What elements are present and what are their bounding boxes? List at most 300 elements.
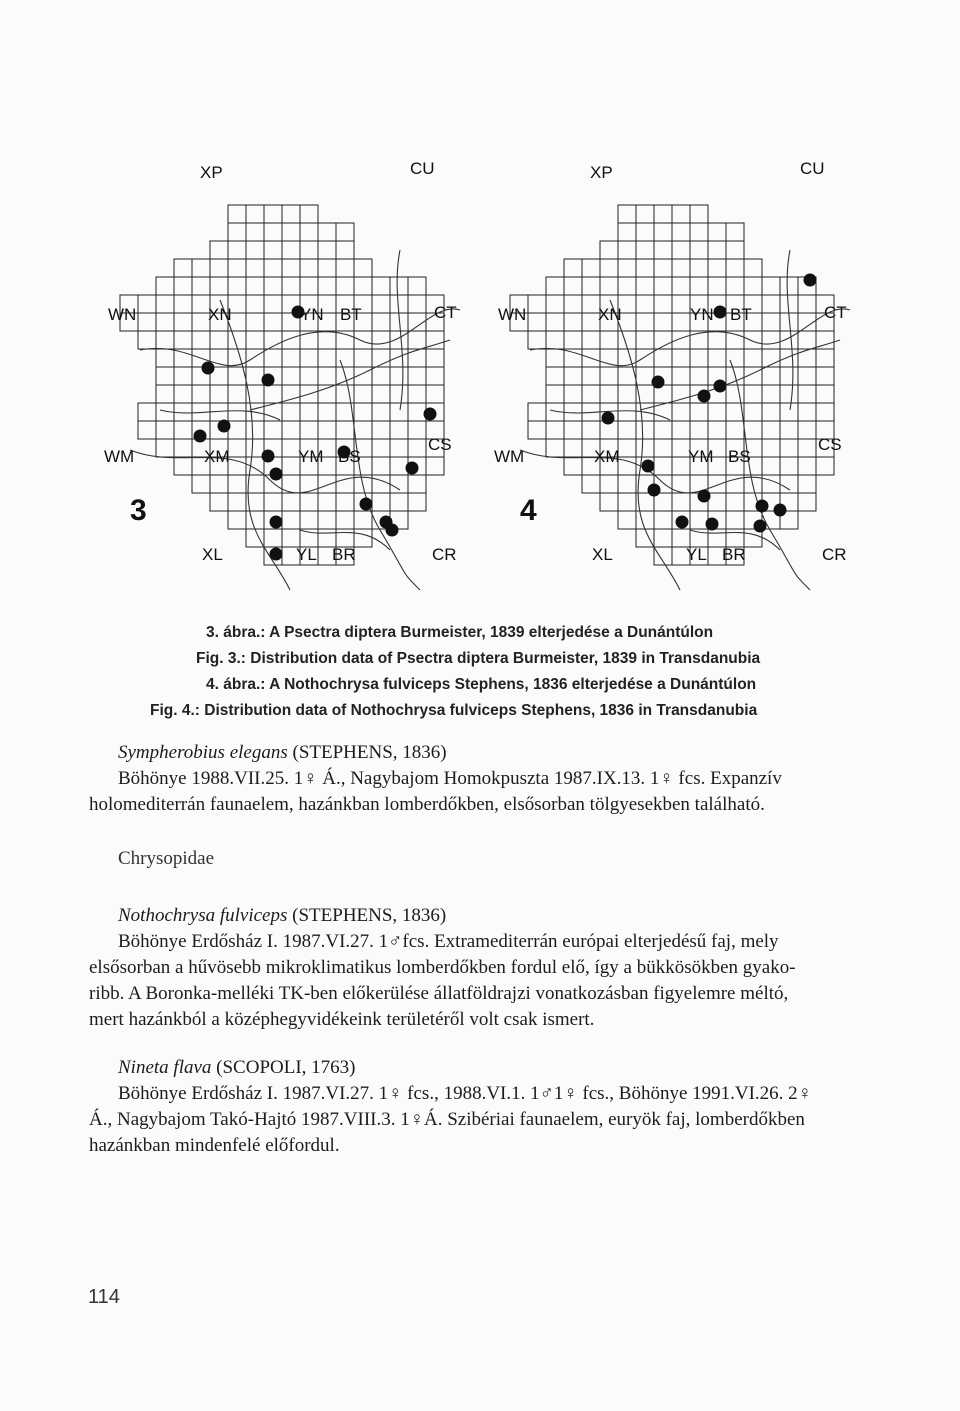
grid-cell — [264, 241, 282, 259]
grid-cell — [672, 205, 690, 223]
grid-cell — [636, 277, 654, 295]
grid-cell — [156, 349, 174, 367]
grid-cell — [174, 349, 192, 367]
grid-cell — [372, 385, 390, 403]
grid-cell — [564, 349, 582, 367]
caption-fig4-hu: 4. ábra.: A Nothochrysa fulviceps Stephens, 1836 elterjedése a Dunántúlon — [206, 676, 757, 693]
grid-cell — [282, 403, 300, 421]
grid-cell — [282, 205, 300, 223]
grid-cell — [636, 259, 654, 277]
grid-cell — [708, 493, 726, 511]
grid-cell — [636, 331, 654, 349]
map-square-label-bt: BT — [340, 305, 362, 324]
grid-cell — [336, 421, 354, 439]
grid-cell — [546, 421, 564, 439]
grid-cell — [726, 241, 744, 259]
grid-cell — [636, 511, 654, 529]
grid-cell — [582, 421, 600, 439]
grid-cell — [138, 313, 156, 331]
grid-cell — [390, 421, 408, 439]
grid-cell — [336, 349, 354, 367]
grid-cell — [654, 277, 672, 295]
grid-cell — [546, 277, 564, 295]
record-dot — [706, 518, 719, 531]
grid-cell — [300, 205, 318, 223]
record-dot — [360, 498, 373, 511]
fig3-number: 3 — [130, 494, 147, 527]
grid-cell — [798, 349, 816, 367]
grid-cell — [246, 223, 264, 241]
grid-cell — [336, 511, 354, 529]
map-square-label-yn: YN — [300, 305, 324, 324]
map-boundary-line — [787, 250, 793, 410]
record-dot — [698, 490, 711, 503]
grid-cell — [780, 439, 798, 457]
grid-cell — [798, 295, 816, 313]
grid-cell — [174, 331, 192, 349]
map-square-label-br: BR — [722, 545, 746, 564]
grid-cell — [354, 529, 372, 547]
species-text-line: Böhönye 1988.VII.25. 1♀ Á., Nagybajom Homokpuszta 1987.IX.13. 1♀ fcs. Expanzív — [118, 768, 782, 789]
grid-cell — [798, 421, 816, 439]
grid-cell — [174, 403, 192, 421]
grid-cell — [282, 421, 300, 439]
grid-cell — [336, 277, 354, 295]
record-dot — [262, 374, 275, 387]
grid-cell — [372, 295, 390, 313]
grid-cell — [210, 475, 228, 493]
record-dot — [714, 380, 727, 393]
record-dot — [270, 516, 283, 529]
grid-cell — [354, 349, 372, 367]
grid-cell — [636, 529, 654, 547]
grid-cell — [408, 439, 426, 457]
grid-cell — [282, 223, 300, 241]
grid-cell — [672, 241, 690, 259]
grid-cell — [318, 223, 336, 241]
grid-cell — [582, 259, 600, 277]
grid-cell — [372, 493, 390, 511]
grid-cell — [408, 331, 426, 349]
grid-cell — [546, 295, 564, 313]
grid-cell — [354, 277, 372, 295]
grid-cell — [708, 277, 726, 295]
grid-cell — [600, 475, 618, 493]
grid-cell — [636, 349, 654, 367]
grid-cell — [246, 241, 264, 259]
grid-cell — [138, 331, 156, 349]
species-heading — [118, 1055, 908, 1081]
grid-cell — [762, 367, 780, 385]
map-square-label-ct: CT — [824, 303, 847, 322]
grid-cell — [600, 385, 618, 403]
grid-cell — [762, 421, 780, 439]
grid-cell — [174, 259, 192, 277]
grid-cell — [156, 439, 174, 457]
grid-cell — [636, 421, 654, 439]
grid-cell — [228, 349, 246, 367]
grid-cell — [762, 385, 780, 403]
species-author: (STEPHENS, 1836) — [292, 905, 447, 926]
grid-cell — [780, 403, 798, 421]
grid-cell — [282, 367, 300, 385]
grid-cell — [228, 205, 246, 223]
grid-cell — [726, 331, 744, 349]
grid-cell — [654, 205, 672, 223]
grid-cell — [816, 385, 834, 403]
species-heading — [118, 740, 908, 766]
record-dot — [218, 420, 231, 433]
species-entry-sympherobius — [89, 740, 908, 818]
grid-cell — [372, 403, 390, 421]
grid-cell — [780, 367, 798, 385]
record-dot — [648, 484, 661, 497]
grid-cell — [426, 367, 444, 385]
grid-cell — [300, 277, 318, 295]
grid-cell — [372, 313, 390, 331]
grid-cell — [672, 295, 690, 313]
grid-cell — [300, 223, 318, 241]
grid-cell — [282, 277, 300, 295]
grid-cell — [174, 457, 192, 475]
map-square-label-cu: CU — [800, 159, 825, 178]
grid-cell — [390, 349, 408, 367]
grid-cell — [564, 277, 582, 295]
species-text-line: Á., Nagybajom Takó-Hajtó 1987.VIII.3. 1♀Á. Szibériai faunaelem, euryök faj, lomberdőkben — [89, 1109, 805, 1130]
grid-cell — [390, 493, 408, 511]
grid-cell — [762, 439, 780, 457]
record-dot — [194, 430, 207, 443]
grid-cell — [618, 421, 636, 439]
map-square-label-wn: WN — [498, 305, 527, 324]
grid-cell — [318, 277, 336, 295]
grid-cell — [564, 295, 582, 313]
grid-cell — [174, 367, 192, 385]
grid-cell — [426, 385, 444, 403]
grid-cell — [318, 421, 336, 439]
grid-cell — [174, 421, 192, 439]
map-square-label-ym: YM — [298, 447, 324, 466]
grid-cell — [798, 439, 816, 457]
map-square-label-xn: XN — [208, 305, 232, 324]
grid-cell — [726, 277, 744, 295]
grid-cell — [264, 349, 282, 367]
grid-cell — [618, 439, 636, 457]
grid-cell — [564, 385, 582, 403]
grid-cell — [744, 331, 762, 349]
grid-cell — [564, 421, 582, 439]
grid-cell — [564, 439, 582, 457]
grid-cell — [228, 385, 246, 403]
grid-cell — [618, 241, 636, 259]
grid-cell — [672, 277, 690, 295]
grid-cell — [246, 313, 264, 331]
grid-cell — [762, 331, 780, 349]
grid-cell — [426, 457, 444, 475]
grid-cell — [372, 421, 390, 439]
grid-cell — [192, 385, 210, 403]
grid-cell — [300, 511, 318, 529]
grid-cell — [282, 493, 300, 511]
record-dot — [676, 516, 689, 529]
record-dot — [406, 462, 419, 475]
grid-cell — [138, 421, 156, 439]
grid-cell — [726, 223, 744, 241]
map-square-label-xm: XM — [204, 447, 230, 466]
record-dot — [386, 524, 399, 537]
grid-cell — [672, 403, 690, 421]
species-entry-nothochrysa — [89, 903, 908, 1033]
grid-cell — [672, 331, 690, 349]
grid-cell — [672, 385, 690, 403]
grid-cell — [228, 241, 246, 259]
map-square-label-cu: CU — [410, 159, 435, 178]
grid-cell — [528, 313, 546, 331]
figure-captions — [150, 620, 870, 724]
grid-cell — [318, 403, 336, 421]
map-square-label-yl: YL — [296, 545, 317, 564]
grid-cell — [264, 493, 282, 511]
grid-cell — [174, 313, 192, 331]
record-dot — [804, 274, 817, 287]
grid-cell — [390, 367, 408, 385]
grid-cell — [618, 511, 636, 529]
grid-cell — [546, 367, 564, 385]
grid-cell — [318, 511, 336, 529]
grid-cell — [156, 313, 174, 331]
grid-cell — [600, 277, 618, 295]
grid-cell — [354, 259, 372, 277]
grid-cell — [672, 421, 690, 439]
grid-cell — [354, 385, 372, 403]
grid-cell — [582, 385, 600, 403]
grid-cell — [618, 493, 636, 511]
grid-cell — [708, 259, 726, 277]
grid-cell — [654, 511, 672, 529]
grid-cell — [336, 241, 354, 259]
record-dot — [270, 548, 283, 561]
grid-cell — [246, 511, 264, 529]
grid-cell — [372, 277, 390, 295]
grid-cell — [372, 439, 390, 457]
map-square-label-cs: CS — [428, 435, 452, 454]
map-square-label-yl: YL — [686, 545, 707, 564]
grid-cell — [246, 421, 264, 439]
grid-cell — [618, 475, 636, 493]
grid-cell — [636, 241, 654, 259]
grid-cell — [228, 223, 246, 241]
grid-cell — [264, 259, 282, 277]
grid-cell — [618, 277, 636, 295]
grid-cell — [654, 241, 672, 259]
grid-cell — [780, 385, 798, 403]
grid-cell — [246, 295, 264, 313]
grid-cell — [672, 493, 690, 511]
grid-cell — [744, 277, 762, 295]
grid-cell — [708, 331, 726, 349]
map-square-label-br: BR — [332, 545, 356, 564]
map-square-label-ym: YM — [688, 447, 714, 466]
grid-cell — [654, 259, 672, 277]
grid-cell — [318, 475, 336, 493]
grid-cell — [228, 493, 246, 511]
map-square-label-xl: XL — [202, 545, 223, 564]
grid-cell — [210, 259, 228, 277]
species-name: Sympherobius elegans — [118, 742, 288, 763]
grid-cell — [708, 241, 726, 259]
grid-cell — [408, 493, 426, 511]
grid-cell — [264, 313, 282, 331]
map-square-label-xn: XN — [598, 305, 622, 324]
grid-cell — [156, 385, 174, 403]
grid-cell — [318, 349, 336, 367]
grid-cell — [390, 385, 408, 403]
grid-cell — [354, 331, 372, 349]
record-dot — [754, 520, 767, 533]
grid-cell — [798, 493, 816, 511]
grid-cell — [408, 475, 426, 493]
grid-cell — [582, 331, 600, 349]
grid-cell — [744, 421, 762, 439]
grid-cell — [708, 403, 726, 421]
grid-cell — [744, 349, 762, 367]
grid-cell — [762, 277, 780, 295]
grid-cell — [228, 421, 246, 439]
grid-cell — [654, 313, 672, 331]
grid-cell — [300, 259, 318, 277]
grid-cell — [708, 475, 726, 493]
grid-cell — [246, 205, 264, 223]
grid-cell — [210, 241, 228, 259]
grid-cell — [780, 421, 798, 439]
grid-cell — [174, 277, 192, 295]
grid-cell — [564, 457, 582, 475]
grid-cell — [762, 313, 780, 331]
grid-cell — [798, 403, 816, 421]
grid-cell — [138, 403, 156, 421]
map-square-label-bs: BS — [728, 447, 751, 466]
grid-cell — [210, 331, 228, 349]
grid-cell — [282, 259, 300, 277]
grid-cell — [246, 439, 264, 457]
caption-fig4-en: Fig. 4.: Distribution data of Nothochrysa fulviceps Stephens, 1836 in Transdanubia — [150, 702, 758, 719]
species-text-line: Böhönye Erdősház I. 1987.VI.27. 1♀ fcs., 1988.VI.1. 1♂1♀ fcs., Böhönye 1991.VI.26. 2♀ — [118, 1083, 812, 1104]
grid-cell — [618, 349, 636, 367]
grid-cell — [654, 421, 672, 439]
map-square-label-ct: CT — [434, 303, 457, 322]
grid-cell — [408, 421, 426, 439]
grid-cell — [654, 223, 672, 241]
grid-cell — [408, 295, 426, 313]
grid-cell — [282, 241, 300, 259]
grid-cell — [726, 421, 744, 439]
species-author: (STEPHENS, 1836) — [292, 742, 447, 763]
grid-cell — [726, 259, 744, 277]
grid-cell — [636, 439, 654, 457]
grid-cell — [156, 295, 174, 313]
grid-cell — [300, 367, 318, 385]
grid-cell — [690, 511, 708, 529]
record-dot — [424, 408, 437, 421]
grid-cell — [690, 277, 708, 295]
grid-cell — [318, 331, 336, 349]
grid-cell — [300, 403, 318, 421]
grid-cell — [528, 331, 546, 349]
grid-cell — [654, 529, 672, 547]
grid-cell — [582, 277, 600, 295]
grid-cell — [546, 313, 564, 331]
grid-cell — [546, 385, 564, 403]
grid-cell — [744, 403, 762, 421]
caption-fig3-en: Fig. 3.: Distribution data of Psectra diptera Burmeister, 1839 in Transdanubia — [196, 650, 761, 667]
map-square-label-wm: WM — [494, 447, 525, 466]
record-dot — [270, 468, 283, 481]
grid-cell — [690, 205, 708, 223]
record-dot — [602, 412, 615, 425]
species-text-line: elsősorban a hűvösebb mikroklimatikus lomberdőkben fordul elő, így a bükkösökben gyako- — [89, 957, 796, 978]
grid-cell — [390, 439, 408, 457]
grid-cell — [708, 223, 726, 241]
grid-cell — [156, 277, 174, 295]
grid-cell — [336, 493, 354, 511]
map-boundary-line — [160, 410, 280, 420]
grid-cell — [618, 259, 636, 277]
species-name: Nothochrysa fulviceps — [118, 905, 288, 926]
grid-cell — [690, 241, 708, 259]
grid-cell — [636, 313, 654, 331]
grid-cell — [654, 295, 672, 313]
grid-cell — [246, 259, 264, 277]
grid-cell — [546, 349, 564, 367]
grid-cell — [690, 223, 708, 241]
grid-cell — [192, 277, 210, 295]
grid-cell — [762, 403, 780, 421]
grid-cell — [300, 349, 318, 367]
grid-cell — [192, 331, 210, 349]
grid-cell — [762, 475, 780, 493]
record-dot — [774, 504, 787, 517]
grid-cell — [210, 493, 228, 511]
grid-cell — [618, 223, 636, 241]
grid-cell — [228, 403, 246, 421]
record-dot — [262, 450, 275, 463]
distribution-map-fig4 — [490, 150, 910, 610]
grid-cell — [336, 223, 354, 241]
grid-cell — [408, 277, 426, 295]
grid-cell — [726, 493, 744, 511]
grid-cell — [282, 385, 300, 403]
grid-cell — [690, 259, 708, 277]
grid-cell — [564, 331, 582, 349]
grid-cell — [600, 367, 618, 385]
grid-cell — [318, 367, 336, 385]
map4-svg — [490, 150, 910, 610]
grid-cell — [564, 403, 582, 421]
grid-cell — [672, 259, 690, 277]
grid-cell — [192, 475, 210, 493]
species-entry-nineta — [89, 1055, 908, 1159]
map-square-label-xl: XL — [592, 545, 613, 564]
grid-cell — [546, 439, 564, 457]
species-text-line: Böhönye Erdősház I. 1987.VI.27. 1♂fcs. Extramediterrán európai elterjedésű faj, mely — [118, 931, 779, 952]
grid-cell — [228, 439, 246, 457]
grid-cell — [582, 367, 600, 385]
grid-cell — [600, 331, 618, 349]
grid-cell — [318, 259, 336, 277]
grid-cell — [618, 403, 636, 421]
fig4-number: 4 — [520, 494, 537, 527]
grid-cell — [228, 259, 246, 277]
